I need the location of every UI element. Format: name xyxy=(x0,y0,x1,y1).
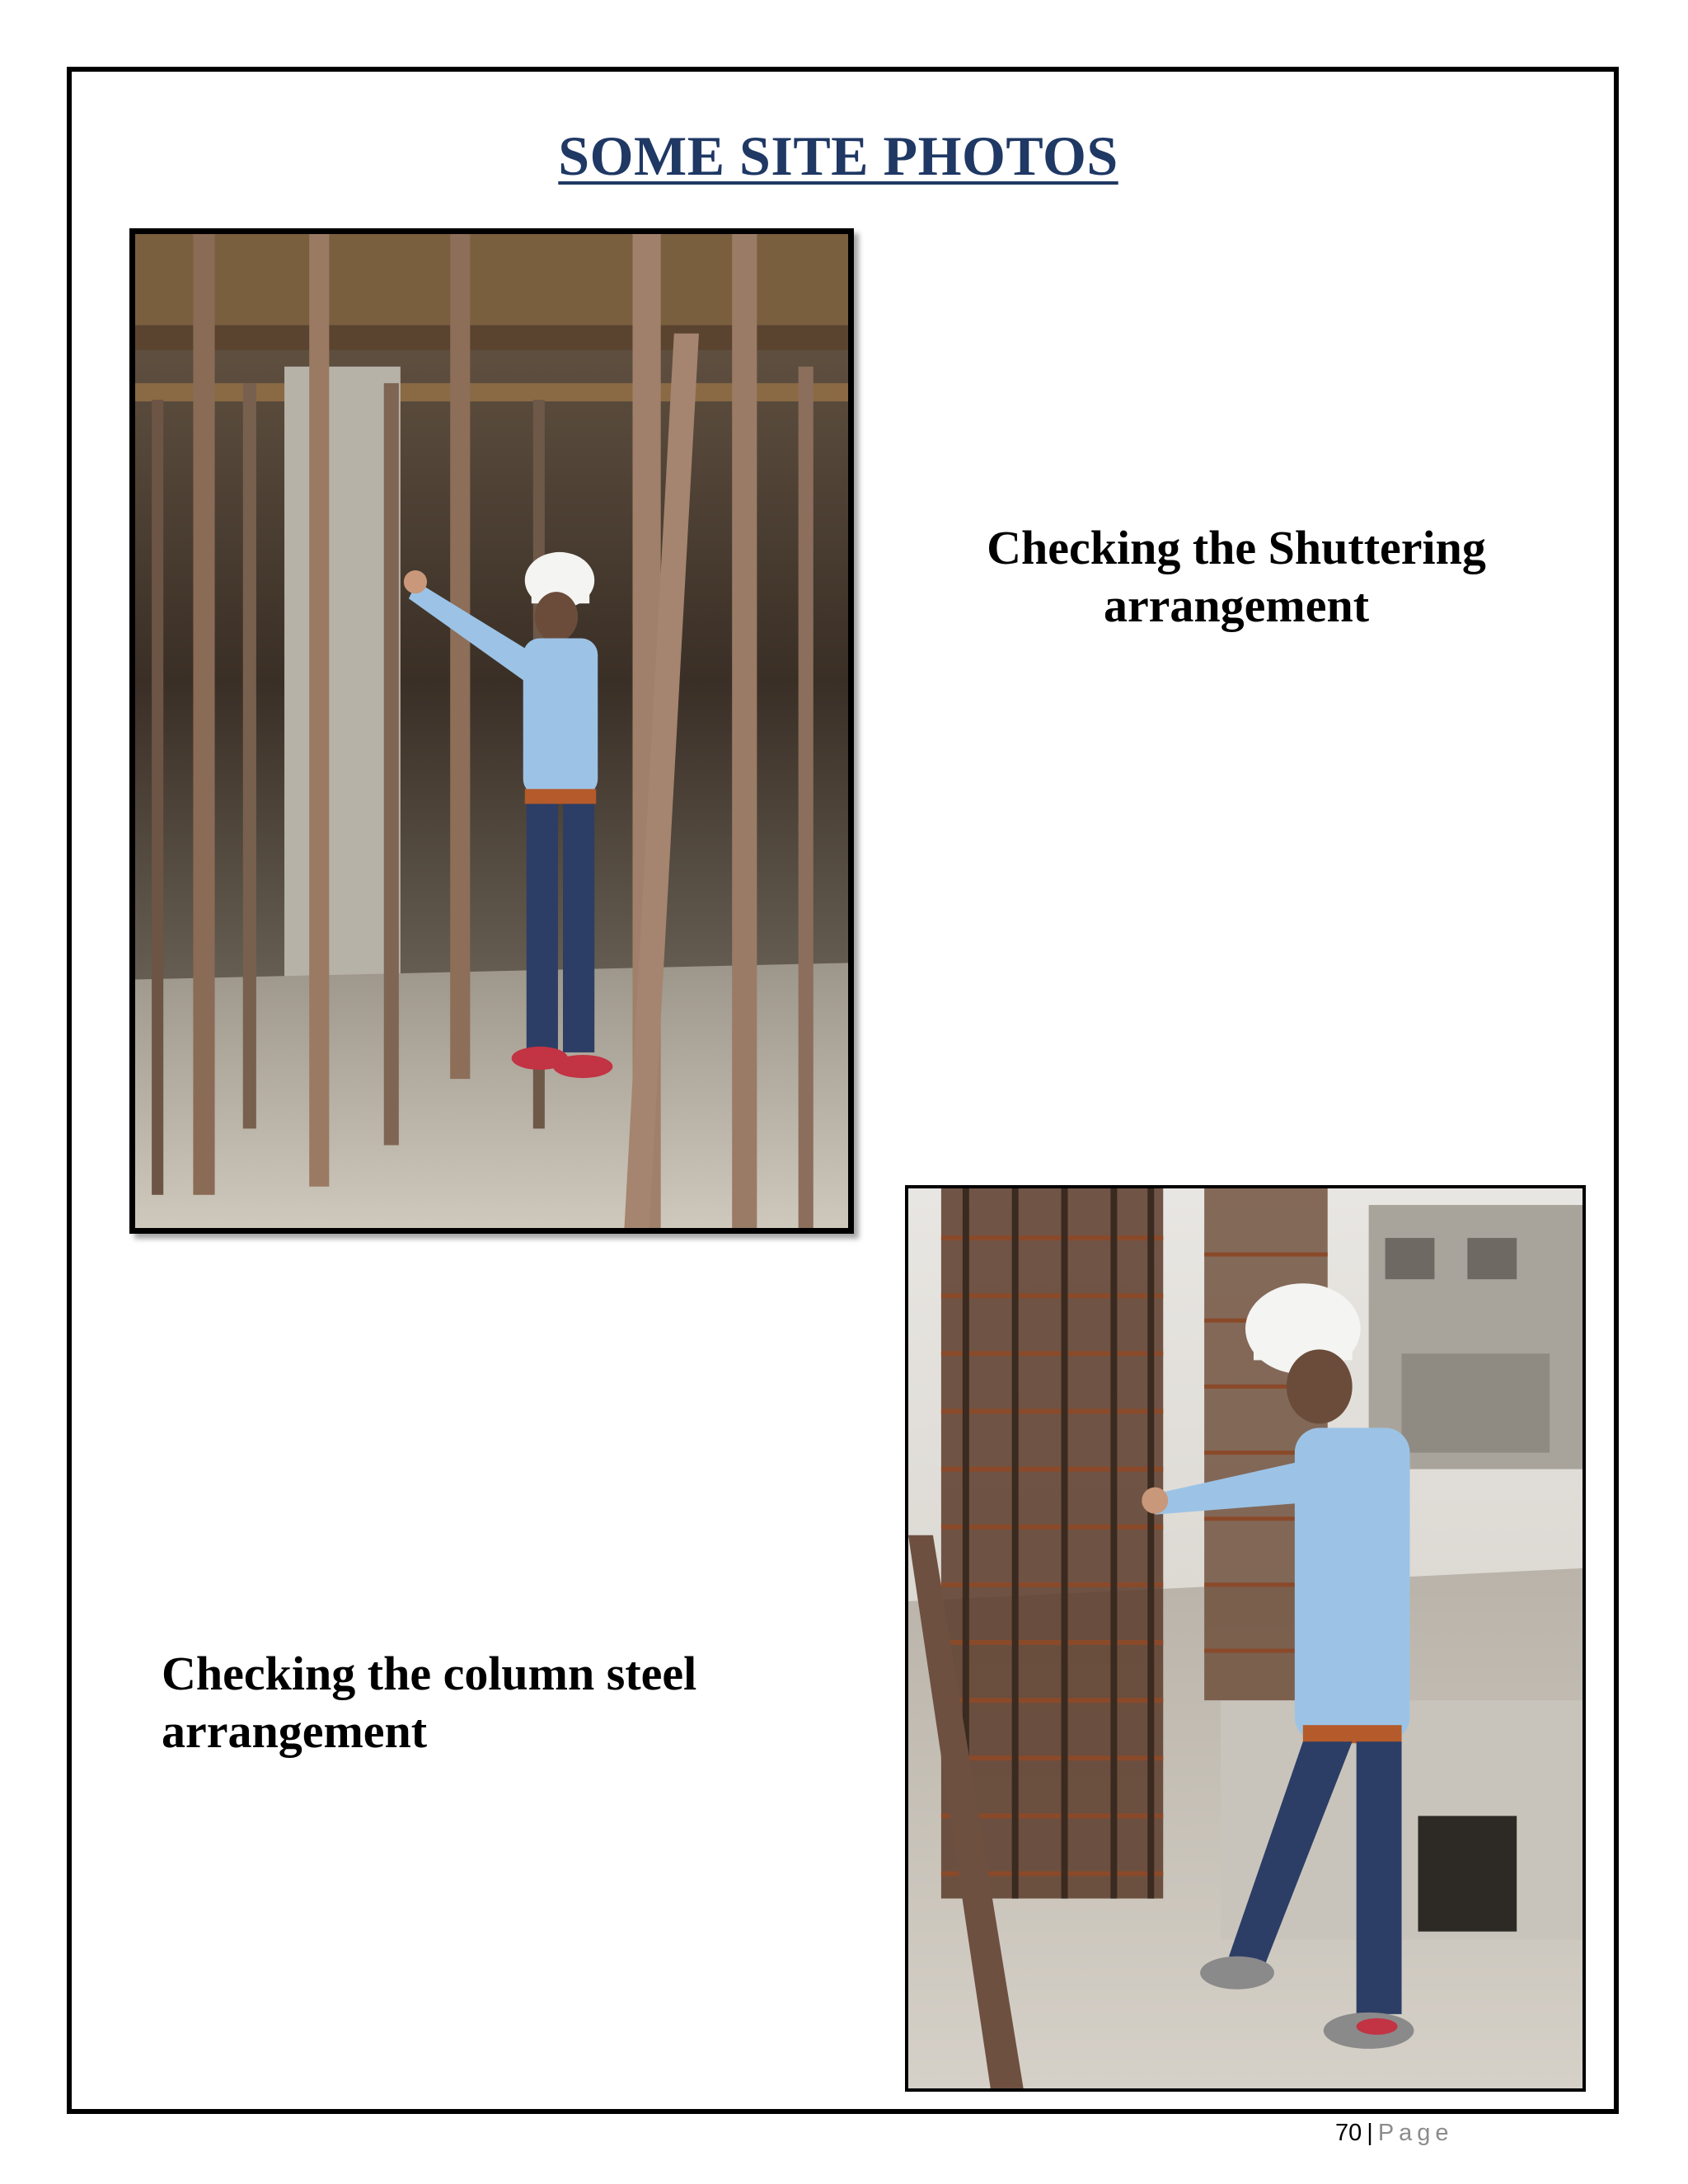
site-photo-column-steel xyxy=(905,1185,1586,2092)
page-label: Page xyxy=(1377,2120,1454,2146)
page-separator: | xyxy=(1367,2120,1373,2146)
site-photo-shuttering xyxy=(129,228,854,1234)
site-photo-column-steel-image xyxy=(908,1188,1582,2088)
caption-column-steel xyxy=(162,1645,788,1760)
caption-shuttering xyxy=(948,519,1525,635)
site-photo-shuttering-image xyxy=(135,234,848,1228)
page-footer xyxy=(1335,2120,1454,2147)
caption-column-steel-line-2: arrangement xyxy=(162,1704,428,1758)
caption-column-steel-line-1: Checking the column steel xyxy=(162,1647,697,1700)
page-title: SOME SITE PHOTOS xyxy=(558,124,1118,187)
caption-shuttering-line-2: arrangement xyxy=(1103,579,1370,632)
caption-shuttering-line-1: Checking the Shuttering xyxy=(987,521,1486,574)
page-number: 70 xyxy=(1335,2120,1362,2146)
